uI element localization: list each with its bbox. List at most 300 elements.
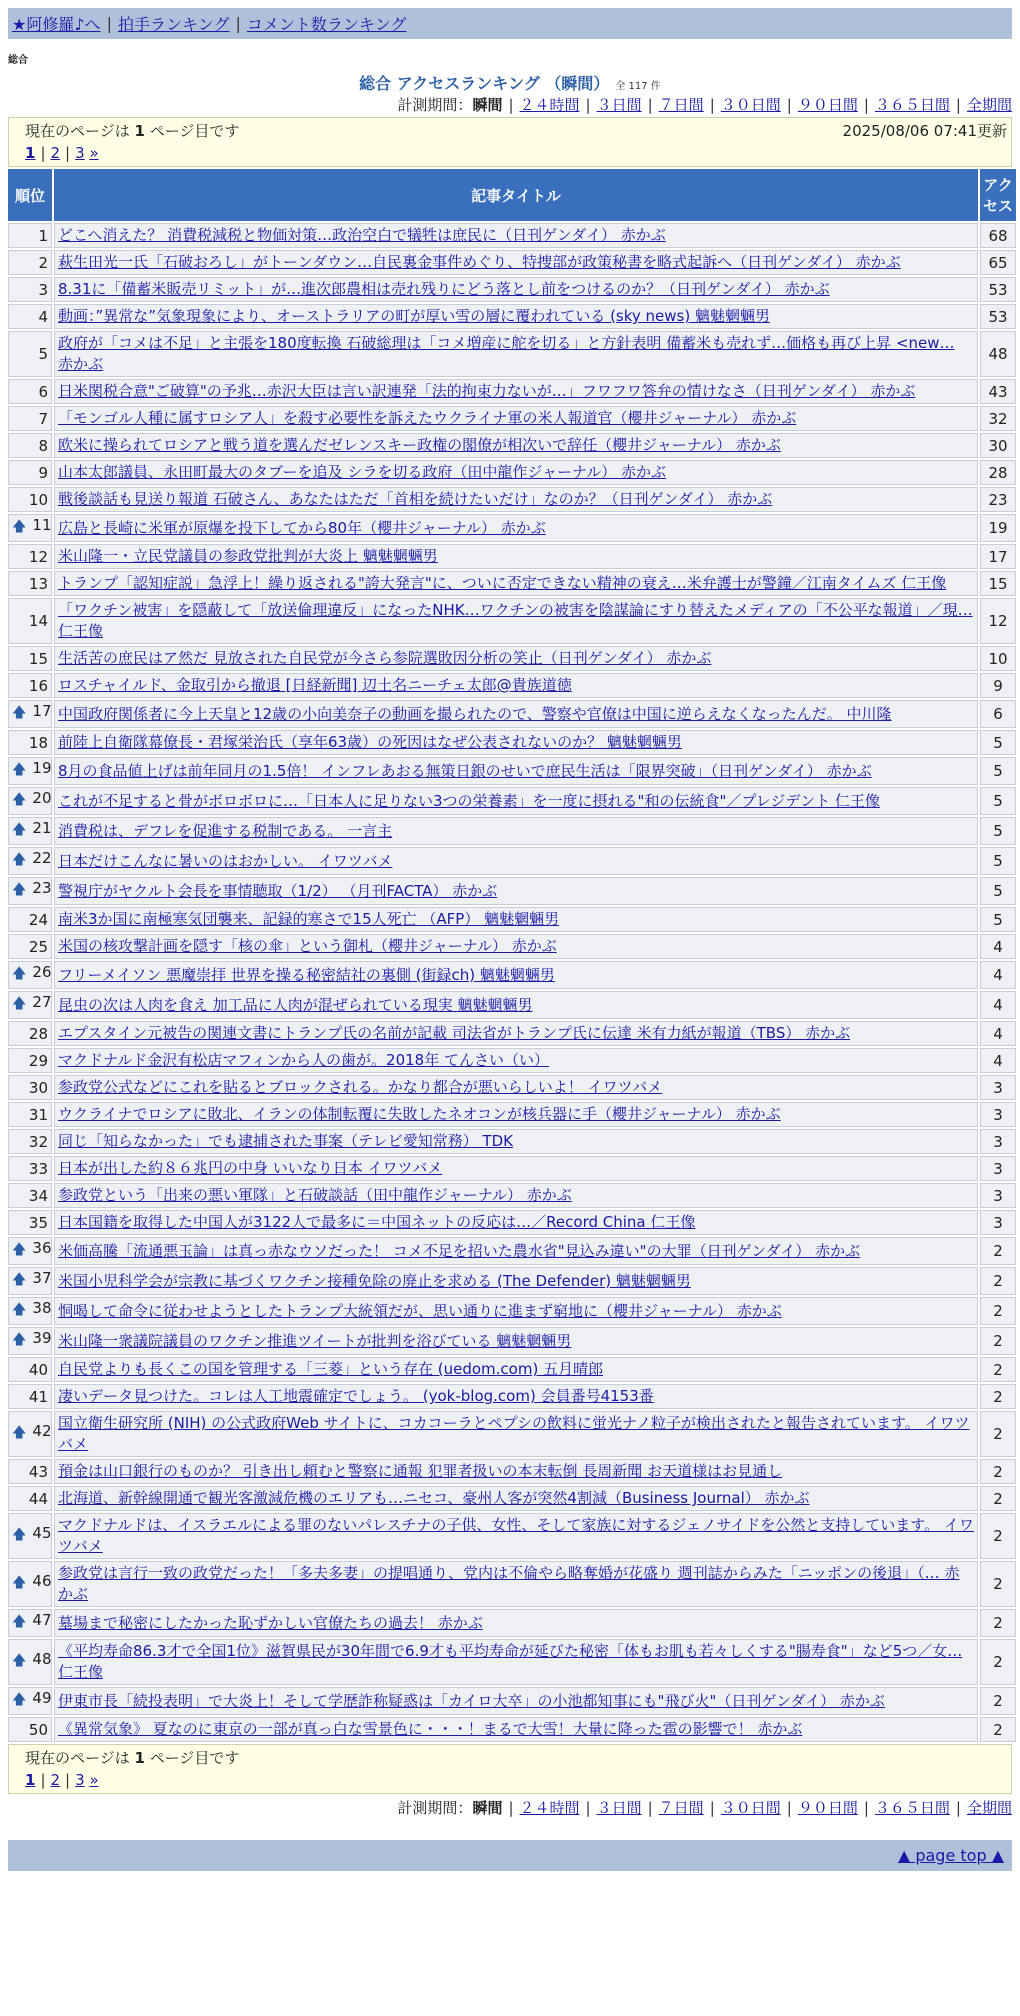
period-link[interactable]: ３０日間 <box>720 1799 781 1817</box>
title-cell <box>54 1102 978 1127</box>
ranking-title: 総合 アクセスランキング （瞬間） <box>359 74 610 93</box>
rank-up-arrow-icon: 🡅 <box>12 1614 27 1630</box>
access-count: 2 <box>980 1237 1016 1265</box>
rank-cell <box>8 817 52 845</box>
access-count: 2 <box>980 1486 1016 1511</box>
article-link[interactable]: 日本国籍を取得した中国人が3122人で最多に＝中国ネットの反応は…／Record China 仁王像 <box>58 1213 696 1231</box>
table-row <box>8 1102 1016 1127</box>
article-link[interactable]: 米山隆一・立民党議員の参政党批判が大炎上 魑魅魍魎男 <box>58 547 438 565</box>
rank-cell <box>8 1717 52 1742</box>
rank-cell <box>8 1048 52 1073</box>
article-link[interactable]: マクドナルドは、イスラエルによる罪のないパレスチナの子供、女性、そして家族に対するジェノサイドを公然と支持しています。 イワツバメ <box>58 1516 974 1555</box>
rank-cell <box>8 1129 52 1154</box>
article-link[interactable]: 同じ「知らなかった」でも逮捕された事案（テレビ愛知常務） TDK <box>58 1132 514 1150</box>
title-cell <box>54 598 978 644</box>
article-link[interactable]: エプスタイン元被告の関連文書にトランプ氏の名前が記載 司法省がトランプ氏に伝達 米有力紙が報道（TBS） 赤かぶ <box>58 1024 851 1042</box>
access-count: 68 <box>980 223 1016 248</box>
table-row <box>8 304 1016 329</box>
article-link[interactable]: マクドナルド金沢有松店マフィンから人の歯が。2018年 てんさい（い） <box>58 1051 549 1069</box>
rank-number: 1 <box>38 226 48 245</box>
next-page-link[interactable]: » <box>89 144 99 162</box>
rank-number: 27 <box>32 993 52 1011</box>
page-link-current[interactable] <box>25 144 35 162</box>
title-cell <box>54 1639 978 1685</box>
title-cell <box>54 1021 978 1046</box>
article-link[interactable]: 生活苦の庶民はア然だ 見放された自民党が今さら参院選敗因分析の笑止（日刊ゲンダイ） 赤かぶ <box>58 649 712 667</box>
access-count: 3 <box>980 1129 1016 1154</box>
rank-cell <box>8 277 52 302</box>
title-cell <box>54 1486 978 1511</box>
period-link[interactable]: 全期間 <box>966 1799 1012 1817</box>
article-link[interactable]: 警視庁がヤクルト会長を事情聴取（1/2） （月刊FACTA） 赤かぶ <box>58 881 498 900</box>
period-separator: | <box>585 96 591 114</box>
access-count: 2 <box>980 1411 1016 1457</box>
rank-number: 38 <box>32 1299 52 1317</box>
article-link[interactable]: ウクライナでロシアに敗北、イランの体制転覆に失敗したネオコンが核兵器に手（櫻井ジャーナル） 赤かぶ <box>58 1105 781 1123</box>
rank-number: 30 <box>28 1078 48 1097</box>
current-page-text: 現在のページは 1 ページ目です <box>25 122 240 140</box>
bottom-bar <box>8 1840 1012 1871</box>
access-count: 53 <box>980 277 1016 302</box>
access-count: 19 <box>980 514 1016 542</box>
article-link[interactable]: 参政党公式などにこれを貼るとブロックされる。かなり都合が悪いらしいよ！ イワツバメ <box>58 1078 663 1096</box>
title-cell <box>54 304 978 329</box>
title-cell <box>54 1717 978 1742</box>
title-cell <box>54 1048 978 1073</box>
category-label: 総合 <box>8 55 28 66</box>
rank-up-arrow-icon: 🡅 <box>12 822 27 838</box>
article-link[interactable]: どこへ消えた？ 消費税減税と物価対策…政治空白で犠牲は庶民に（日刊ゲンダイ） 赤かぶ <box>58 226 666 244</box>
table-row <box>8 1237 1016 1265</box>
table-row <box>8 877 1016 905</box>
article-link[interactable]: 中国政府関係者に今上天皇と12歳の小向美奈子の動画を撮られたので、警察や官僚は中国に逆らえなくなったんだ。 中川隆 <box>58 704 892 723</box>
period-separator: | <box>647 96 653 114</box>
table-row <box>8 1048 1016 1073</box>
rank-up-arrow-icon: 🡅 <box>12 792 27 808</box>
rank-number: 28 <box>28 1024 48 1043</box>
pager-status-line <box>25 118 1007 142</box>
page-separator: | <box>40 144 46 162</box>
table-row <box>8 1486 1016 1511</box>
period-link[interactable]: ３日間 <box>596 96 642 114</box>
rank-number: 23 <box>32 879 52 897</box>
rank-up-arrow-icon: 🡅 <box>12 762 27 778</box>
rank-number: 12 <box>28 547 48 566</box>
title-cell <box>54 1357 978 1382</box>
table-row <box>8 1717 1016 1742</box>
article-link[interactable]: 北海道、新幹線開通で観光客激減危機のエリアも…ニセコ、豪州人客が突然4割減（Business Journal） 赤かぶ <box>58 1489 810 1507</box>
page-link[interactable]: 1 <box>25 144 36 162</box>
access-count: 2 <box>980 1717 1016 1742</box>
access-count: 2 <box>980 1609 1016 1637</box>
table-row <box>8 907 1016 932</box>
article-link[interactable]: 日本が出した約８６兆円の中身 いいなり日本 イワツバメ <box>58 1159 443 1177</box>
table-row <box>8 571 1016 596</box>
rank-up-arrow-icon: 🡅 <box>12 1302 27 1318</box>
rank-up-arrow-icon: 🡅 <box>12 1527 27 1543</box>
rank-number: 17 <box>32 702 52 720</box>
rank-number: 33 <box>28 1159 48 1178</box>
table-row <box>8 277 1016 302</box>
comment-ranking-link[interactable]: コメント数ランキング <box>246 15 407 34</box>
title-cell <box>54 1411 978 1457</box>
rank-number: 46 <box>32 1572 52 1590</box>
rank-number: 11 <box>32 516 52 534</box>
rank-cell <box>8 673 52 698</box>
table-row <box>8 379 1016 404</box>
rank-cell <box>8 433 52 458</box>
rank-number: 42 <box>32 1422 52 1440</box>
rank-number: 31 <box>28 1105 48 1124</box>
table-row <box>8 1609 1016 1637</box>
article-link[interactable]: 「ワクチン被害」を隠蔽して「放送倫理違反」になったNHK…ワクチンの被害を陰謀論にすり替えたメディアの「不公平な報道」／現… 仁王像 <box>58 601 973 640</box>
page-separator: | <box>65 144 71 162</box>
period-separator: | <box>955 1799 961 1817</box>
period-link[interactable]: ３０日間 <box>720 96 781 114</box>
rank-cell <box>8 1021 52 1046</box>
period-link[interactable]: ３６５日間 <box>874 96 950 114</box>
rank-up-arrow-icon: 🡅 <box>12 852 27 868</box>
title-cell <box>54 646 978 671</box>
table-row <box>8 331 1016 377</box>
access-count: 5 <box>980 877 1016 905</box>
rank-cell <box>8 1687 52 1715</box>
period-link[interactable]: ３日間 <box>596 1799 642 1817</box>
article-link[interactable]: 萩生田光一氏「石破おろし」がトーンダウン…自民裏金事件めぐり、特捜部が政策秘書を略式起訴へ（日刊ゲンダイ） 赤かぶ <box>58 253 901 271</box>
rank-cell <box>8 991 52 1019</box>
article-link[interactable]: 「モンゴル人種に属すロシア人」を殺す必要性を訴えたウクライナ軍の米人報道官（櫻井ジャーナル） 赤かぶ <box>58 409 797 427</box>
access-count: 4 <box>980 991 1016 1019</box>
table-row <box>8 817 1016 845</box>
title-cell <box>54 1459 978 1484</box>
ranking-table <box>6 167 1018 1744</box>
rank-number: 39 <box>32 1329 52 1347</box>
page-separator: | <box>40 1771 46 1789</box>
article-link[interactable]: 8.31に「備蓄米販売リミット」が…進次郎農相は売れ残りにどう落とし前をつけるのか？（日刊ゲンダイ） 赤かぶ <box>58 280 830 298</box>
current-page-number: 1 <box>134 1749 145 1767</box>
access-count: 43 <box>980 379 1016 404</box>
article-link[interactable]: 政府が「コメは不足」と主張を180度転換 石破総理は「コメ増産に舵を切る」と方針表明 備蓄米も売れず…価格も再び上昇 <new… 赤かぶ <box>58 334 955 373</box>
rank-number: 19 <box>32 759 52 777</box>
access-count: 15 <box>980 571 1016 596</box>
title-cell <box>54 961 978 989</box>
article-link[interactable]: 《異常気象》 夏なのに東京の一部が真っ白な雪景色に・・・！まるで大雪！大量に降った雹の影響で！ 赤かぶ <box>58 1720 803 1738</box>
rank-up-arrow-icon: 🡅 <box>12 519 27 535</box>
article-link[interactable]: トランプ「認知症説」急浮上！繰り返される"誇大発言"に、ついに否定できない精神の衰え…米弁護士が警鐘／江南タイムズ 仁王像 <box>58 574 947 592</box>
table-row <box>8 406 1016 431</box>
period-link[interactable]: ９０日間 <box>797 96 858 114</box>
table-row <box>8 1183 1016 1208</box>
article-link[interactable]: 伊東市長「続投表明」で大炎上！そして学歴詐称疑惑は「カイロ大卒」の小池都知事にも"飛び火"（日刊ゲンダイ） 赤かぶ <box>58 1691 885 1710</box>
access-count: 65 <box>980 250 1016 275</box>
title-cell <box>54 1156 978 1181</box>
rank-cell <box>8 1609 52 1637</box>
access-count: 3 <box>980 1102 1016 1127</box>
rank-number: 21 <box>32 819 52 837</box>
article-link[interactable]: 日米関税合意"ご破算"の予兆…赤沢大臣は言い訳連発「法的拘束力ないが…」フワフワ答弁の情けなさ（日刊ゲンダイ） 赤かぶ <box>58 382 916 400</box>
article-link[interactable]: 《平均寿命86.3才で全国1位》滋賀県民が30年間で6.9才も平均寿命が延びた秘密「体もお肌も若々しくする"腸寿食"」など5つ／女… 仁王像 <box>58 1642 963 1681</box>
rank-number: 50 <box>28 1720 48 1739</box>
rank-cell <box>8 1075 52 1100</box>
access-count: 2 <box>980 1384 1016 1409</box>
rank-cell <box>8 1156 52 1181</box>
table-row <box>8 847 1016 875</box>
page-link[interactable]: 3 <box>75 144 85 162</box>
article-link[interactable]: 広島と長崎に米軍が原爆を投下してから80年（櫻井ジャーナル） 赤かぶ <box>58 518 546 537</box>
article-link[interactable]: これが不足すると骨がボロボロに…「日本人に足りない3つの栄養素」を一度に摂れる"和の伝統食"／プレジデント 仁王像 <box>58 791 880 810</box>
article-link[interactable]: 欧米に操られてロシアと戦う道を選んだゼレンスキー政権の閣僚が相次いで辞任（櫻井ジャーナル） 赤かぶ <box>58 436 781 454</box>
rank-number: 9 <box>38 463 48 482</box>
table-row <box>8 1357 1016 1382</box>
table-header-row <box>8 169 1016 221</box>
article-link[interactable]: 動画：”異常な”気象現象により、オーストラリアの町が厚い雪の層に覆われている (sky news) 魑魅魍魎男 <box>58 307 770 325</box>
table-row <box>8 1075 1016 1100</box>
article-link[interactable]: 墓場まで秘密にしたかった恥ずかしい官僚たちの過去！ 赤かぶ <box>58 1613 483 1632</box>
title-cell <box>54 250 978 275</box>
article-link[interactable]: 前陸上自衛隊幕僚長・君塚栄治氏（享年63歳）の死因はなぜ公表されないのか？ 魑魅魍魎男 <box>58 733 682 751</box>
access-count: 3 <box>980 1210 1016 1235</box>
access-header: アクセス <box>980 169 1016 221</box>
page-links <box>25 1769 1007 1793</box>
title-cell <box>54 223 978 248</box>
page-link[interactable]: 2 <box>50 1771 61 1789</box>
rank-up-arrow-icon: 🡅 <box>12 996 27 1012</box>
rank-cell <box>8 460 52 485</box>
rank-cell <box>8 304 52 329</box>
table-row <box>8 1021 1016 1046</box>
rank-up-arrow-icon: 🡅 <box>12 1653 27 1669</box>
access-count: 12 <box>980 598 1016 644</box>
title-cell <box>54 379 978 404</box>
title-cell <box>54 1561 978 1607</box>
period-separator: | <box>786 96 792 114</box>
current-page-text: 現在のページは 1 ページ目です <box>25 1749 240 1767</box>
rank-number: 48 <box>32 1650 52 1668</box>
nav-separator: | <box>235 14 241 33</box>
table-row <box>8 700 1016 728</box>
table-row <box>8 730 1016 755</box>
title-cell <box>54 934 978 959</box>
table-row <box>8 1561 1016 1607</box>
access-count: 2 <box>980 1459 1016 1484</box>
period-link[interactable]: 全期間 <box>966 96 1012 114</box>
article-link[interactable]: 自民党よりも長くこの国を管理する「三菱」という存在 (uedom.com) 五月晴郎 <box>58 1360 604 1378</box>
rank-up-arrow-icon: 🡅 <box>12 1575 27 1591</box>
period-link[interactable]: ７日間 <box>658 1799 704 1817</box>
table-row <box>8 1384 1016 1409</box>
period-link[interactable]: ９０日間 <box>797 1799 858 1817</box>
article-link[interactable]: 凄いデータ見つけた。コレは人工地震確定でしょう。 (yok-blog.com) 会員番号4153番 <box>58 1387 654 1405</box>
table-row <box>8 1156 1016 1181</box>
rank-cell <box>8 1639 52 1685</box>
period-link[interactable]: ３６５日間 <box>874 1799 950 1817</box>
access-count: 30 <box>980 433 1016 458</box>
rank-number: 47 <box>32 1611 52 1629</box>
access-count: 2 <box>980 1327 1016 1355</box>
current-page-number: 1 <box>134 122 145 140</box>
rank-cell <box>8 934 52 959</box>
table-row <box>8 673 1016 698</box>
rank-number: 41 <box>28 1387 48 1406</box>
title-cell <box>54 1609 978 1637</box>
page-top-link[interactable]: ▲ page top ▲ <box>897 1846 1004 1865</box>
table-row <box>8 961 1016 989</box>
rank-number: 37 <box>32 1269 52 1287</box>
title-cell <box>54 877 978 905</box>
article-link[interactable]: 国立衛生研究所 (NIH) の公式政府Web サイトに、コカコーラとペプシの飲料に蛍光ナノ粒子が検出されたと報告されています。 イワツバメ <box>58 1414 970 1453</box>
rank-cell <box>8 331 52 377</box>
article-link[interactable]: 預金は山口銀行のものか？ 引き出し頼むと警察に通報 犯罪者扱いの本末転倒 長周新聞 お天道様はお見通し <box>58 1462 783 1480</box>
period-link[interactable]: ７日間 <box>658 96 704 114</box>
article-link[interactable]: 南米3か国に南極寒気団襲来、記録的寒さで15人死亡 （AFP） 魑魅魍魎男 <box>58 910 560 928</box>
table-row <box>8 544 1016 569</box>
rank-number: 3 <box>38 280 48 299</box>
table-row <box>8 646 1016 671</box>
period-label: 計測期間： <box>397 1799 473 1817</box>
rank-number: 43 <box>28 1462 48 1481</box>
access-count: 4 <box>980 1048 1016 1073</box>
table-row <box>8 514 1016 542</box>
access-count: 32 <box>980 406 1016 431</box>
table-row <box>8 934 1016 959</box>
article-link[interactable]: 8月の食品値上げは前年同月の1.5倍！ インフレあおる無策日銀のせいで庶民生活は「限界突破」（日刊ゲンダイ） 赤かぶ <box>58 761 872 780</box>
rank-cell <box>8 1411 52 1457</box>
pager-top <box>8 117 1012 167</box>
rank-number: 8 <box>38 436 48 455</box>
period-label: 計測期間： <box>397 96 473 114</box>
title-header: 記事タイトル <box>54 169 978 221</box>
article-link[interactable]: ロスチャイルド、金取引から撤退 [日経新聞] 辺土名ニーチェ太郎@貴族道徳 <box>58 676 572 694</box>
title-cell <box>54 673 978 698</box>
page-link-current[interactable] <box>25 1771 35 1789</box>
title-cell <box>54 1297 978 1325</box>
title-cell <box>54 847 978 875</box>
page-link[interactable]: 3 <box>75 1771 85 1789</box>
page-link[interactable]: 2 <box>50 144 61 162</box>
access-count: 3 <box>980 1183 1016 1208</box>
article-link[interactable]: 米山隆一衆議院議員のワクチン推進ツイートが批判を浴びている 魑魅魍魎男 <box>58 1331 572 1350</box>
next-page-link[interactable]: » <box>89 1771 99 1789</box>
rank-cell <box>8 646 52 671</box>
page-title <box>8 71 1012 91</box>
rank-number: 40 <box>28 1360 48 1379</box>
article-link[interactable]: 米国の核攻撃計画を隠す「核の傘」という御札（櫻井ジャーナル） 赤かぶ <box>58 937 557 955</box>
article-link[interactable]: 米価高騰「流通悪玉論」は真っ赤なウソだった！ コメ不足を招いた農水省"見込み違い"の大罪（日刊ゲンダイ） 赤かぶ <box>58 1241 861 1260</box>
period-current: 瞬間 <box>472 1799 503 1817</box>
rank-cell <box>8 1237 52 1265</box>
period-separator: | <box>863 96 869 114</box>
access-count: 5 <box>980 757 1016 785</box>
period-separator: | <box>508 96 514 114</box>
table-row <box>8 757 1016 785</box>
article-link[interactable]: 戦後談話も見送り報道 石破さん、あなたはただ「首相を続けたいだけ」なのか？（日刊ゲンダイ） 赤かぶ <box>58 490 773 508</box>
period-separator: | <box>508 1799 514 1817</box>
article-link[interactable]: 恫喝して命令に従わせようとしたトランプ大統領だが、思い通りに進まず窮地に（櫻井ジャーナル） 赤かぶ <box>58 1301 782 1320</box>
article-link[interactable]: フリーメイソン 悪魔崇拝 世界を操る秘密結社の裏側 (街録ch) 魑魅魍魎男 <box>58 965 555 984</box>
access-count: 5 <box>980 817 1016 845</box>
access-count: 4 <box>980 1021 1016 1046</box>
rank-cell <box>8 1459 52 1484</box>
article-link[interactable]: 参政党は言行一致の政党だった！「多夫多妻」の提唱通り、党内は不倫やら略奪婚が花盛り 週刊誌からみた「ニッポンの後退」（… 赤かぶ <box>58 1564 960 1603</box>
page-link[interactable]: 1 <box>25 1771 36 1789</box>
rank-number: 2 <box>38 253 48 272</box>
article-link[interactable]: 山本太郎議員、永田町最大のタブーを追及 シラを切る政府（田中龍作ジャーナル） 赤かぶ <box>58 463 667 481</box>
title-cell <box>54 331 978 377</box>
rank-number: 7 <box>38 409 48 428</box>
rank-number: 36 <box>32 1239 52 1257</box>
rank-number: 49 <box>32 1689 52 1707</box>
rank-number: 32 <box>28 1132 48 1151</box>
nav-separator: | <box>106 14 112 33</box>
rank-cell <box>8 1297 52 1325</box>
access-count: 2 <box>980 1267 1016 1295</box>
access-count: 9 <box>980 673 1016 698</box>
rank-cell <box>8 1102 52 1127</box>
rank-cell <box>8 1384 52 1409</box>
home-link[interactable]: ★阿修羅♪へ <box>12 15 101 34</box>
article-link[interactable]: 日本だけこんなに暑いのはおかしい。 イワツバメ <box>58 851 393 870</box>
title-cell <box>54 991 978 1019</box>
rank-cell <box>8 1183 52 1208</box>
article-link[interactable]: 米国小児科学会が宗教に基づくワクチン接種免除の廃止を求める (The Defender) 魑魅魍魎男 <box>58 1271 691 1290</box>
access-count: 53 <box>980 304 1016 329</box>
period-link[interactable]: ２４時間 <box>519 96 580 114</box>
article-link[interactable]: 昆虫の次は人肉を食え 加工品に人肉が混ぜられている現実 魑魅魍魎男 <box>58 995 533 1014</box>
rank-number: 13 <box>28 574 48 593</box>
access-count: 2 <box>980 1561 1016 1607</box>
rank-number: 20 <box>32 789 52 807</box>
period-selector-bottom <box>8 1796 1012 1820</box>
article-link[interactable]: 参政党という「出来の悪い軍隊」と石破談話（田中龍作ジャーナル） 赤かぶ <box>58 1186 572 1204</box>
rank-number: 18 <box>28 733 48 752</box>
rank-number: 26 <box>32 963 52 981</box>
rank-up-arrow-icon: 🡅 <box>12 1692 27 1708</box>
rank-number: 15 <box>28 649 48 668</box>
access-count: 2 <box>980 1513 1016 1559</box>
table-row <box>8 1210 1016 1235</box>
access-count: 28 <box>980 460 1016 485</box>
access-count: 48 <box>980 331 1016 377</box>
rank-up-arrow-icon: 🡅 <box>12 705 27 721</box>
table-row <box>8 250 1016 275</box>
title-cell <box>54 1210 978 1235</box>
rank-cell <box>8 730 52 755</box>
rank-cell <box>8 544 52 569</box>
access-count: 4 <box>980 961 1016 989</box>
table-row <box>8 1687 1016 1715</box>
rank-up-arrow-icon: 🡅 <box>12 1332 27 1348</box>
table-row <box>8 487 1016 512</box>
title-cell <box>54 460 978 485</box>
rank-header: 順位 <box>8 169 52 221</box>
page-separator: | <box>65 1771 71 1789</box>
applause-ranking-link[interactable]: 拍手ランキング <box>117 15 230 34</box>
title-cell <box>54 1075 978 1100</box>
period-link[interactable]: ２４時間 <box>519 1799 580 1817</box>
period-separator: | <box>585 1799 591 1817</box>
rank-cell <box>8 700 52 728</box>
access-count: 5 <box>980 907 1016 932</box>
title-cell <box>54 277 978 302</box>
rank-cell <box>8 514 52 542</box>
title-cell <box>54 907 978 932</box>
rank-cell <box>8 379 52 404</box>
pager-bottom <box>8 1744 1012 1794</box>
rank-number: 25 <box>28 937 48 956</box>
title-cell <box>54 1267 978 1295</box>
updated-timestamp: 2025/08/06 07:41更新 <box>842 122 1007 140</box>
article-link[interactable]: 消費税は、デフレを促進する税制である。 一言主 <box>58 821 393 840</box>
